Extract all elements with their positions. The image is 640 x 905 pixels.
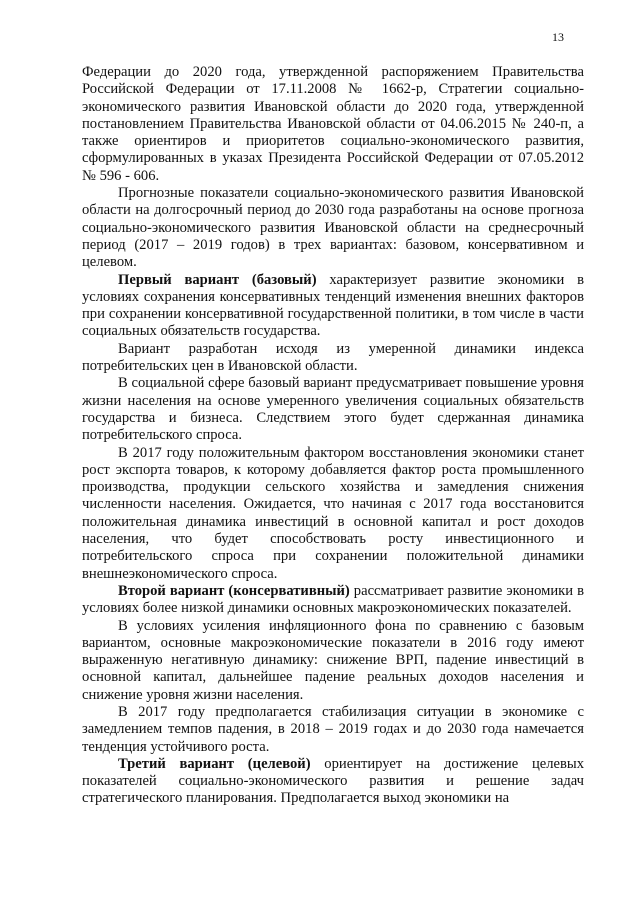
- paragraph: [82, 272, 584, 341]
- paragraph: [82, 583, 584, 618]
- paragraph-text: Прогнозные показатели социально-экономического развития Ивановской области на долгосрочный период до 2030 года разработаны на основе прогноза социально-экономического развития Ивановской области на среднесрочный период (2017 – 2019 годов) в трех вариантах: базовом, консервативном и целевом.: [82, 185, 584, 271]
- paragraph-lead-bold: Третий вариант (целевой): [118, 755, 311, 772]
- paragraph-text: ориентирует на достижение целевых показателей социально-экономического развития и решение задач стратегического планирования. Предполагается выход экономики на: [82, 755, 584, 807]
- paragraph: [82, 375, 584, 444]
- paragraph-lead-bold: Первый вариант (базовый): [118, 271, 317, 288]
- paragraph-text: В социальной сфере базовый вариант предусматривает повышение уровня жизни населения на основе умеренного увеличения социальных обязательств государства и бизнеса. Следствием этого будет сдержанная динамика потребительского спроса.: [82, 375, 584, 444]
- document-body: [82, 64, 584, 808]
- paragraph: [82, 445, 584, 583]
- paragraph: [82, 64, 584, 185]
- paragraph-text: В 2017 году положительным фактором восстановления экономики станет рост экспорта товаров, к которому добавляется фактор роста промышленного производства, продукции сельского хозяйства и замедления снижения численности населения. Ожидается, что начиная с 2017 года восстановится положительная динамика инвестиций в основной капитал и рост доходов населения, что будет способствовать росту инвестиционного и потребительского спроса при сохранении положительной динамики внешнеэкономического спроса.: [82, 444, 584, 582]
- paragraph-text: В 2017 году предполагается стабилизация ситуации в экономике с замедлением темпов падения, в 2018 – 2019 годах и до 2030 года намечается тенденция устойчивого роста.: [82, 703, 584, 755]
- paragraph: [82, 185, 584, 271]
- paragraph-text: В условиях усиления инфляционного фона по сравнению с базовым вариантом, основные макроэкономические показатели в 2016 году имеют выраженную негативную динамику: снижение ВРП, падение инвестиций в основной капитал, дальнейшее падение реальных доходов населения и снижение уровня жизни населения.: [82, 617, 584, 703]
- paragraph-text: Федерации до 2020 года, утвержденной распоряжением Правительства Российской Федерации от 17.11.2008 № 1662-р, Стратегии социально-экономического развития Ивановской области до 2020 года, утвержденной постановлением Правительства Ивановской области от 04.06.2015 № 240-п, а также ориентиров и приоритетов социально-экономического развития, сформулированных в указах Президента Российской Федерации от 07.05.2012 № 596 - 606.: [82, 64, 584, 184]
- paragraph: [82, 756, 584, 808]
- paragraph-text: рассматривает развитие экономики в условиях более низкой динамики основных макроэкономических показателей.: [82, 582, 584, 617]
- paragraph-lead-bold: Второй вариант (консервативный): [118, 582, 350, 599]
- paragraph-text: Вариант разработан исходя из умеренной динамики индекса потребительских цен в Ивановской области.: [82, 340, 584, 375]
- paragraph: [82, 618, 584, 704]
- paragraph: [82, 704, 584, 756]
- paragraph: [82, 341, 584, 376]
- paragraph-text: характеризует развитие экономики в условиях сохранения консервативных тенденций изменения внешних факторов при сохранении консервативной государственной политики, в том числе в части социальных обязательств государства.: [82, 271, 584, 340]
- page-number: 13: [552, 30, 564, 44]
